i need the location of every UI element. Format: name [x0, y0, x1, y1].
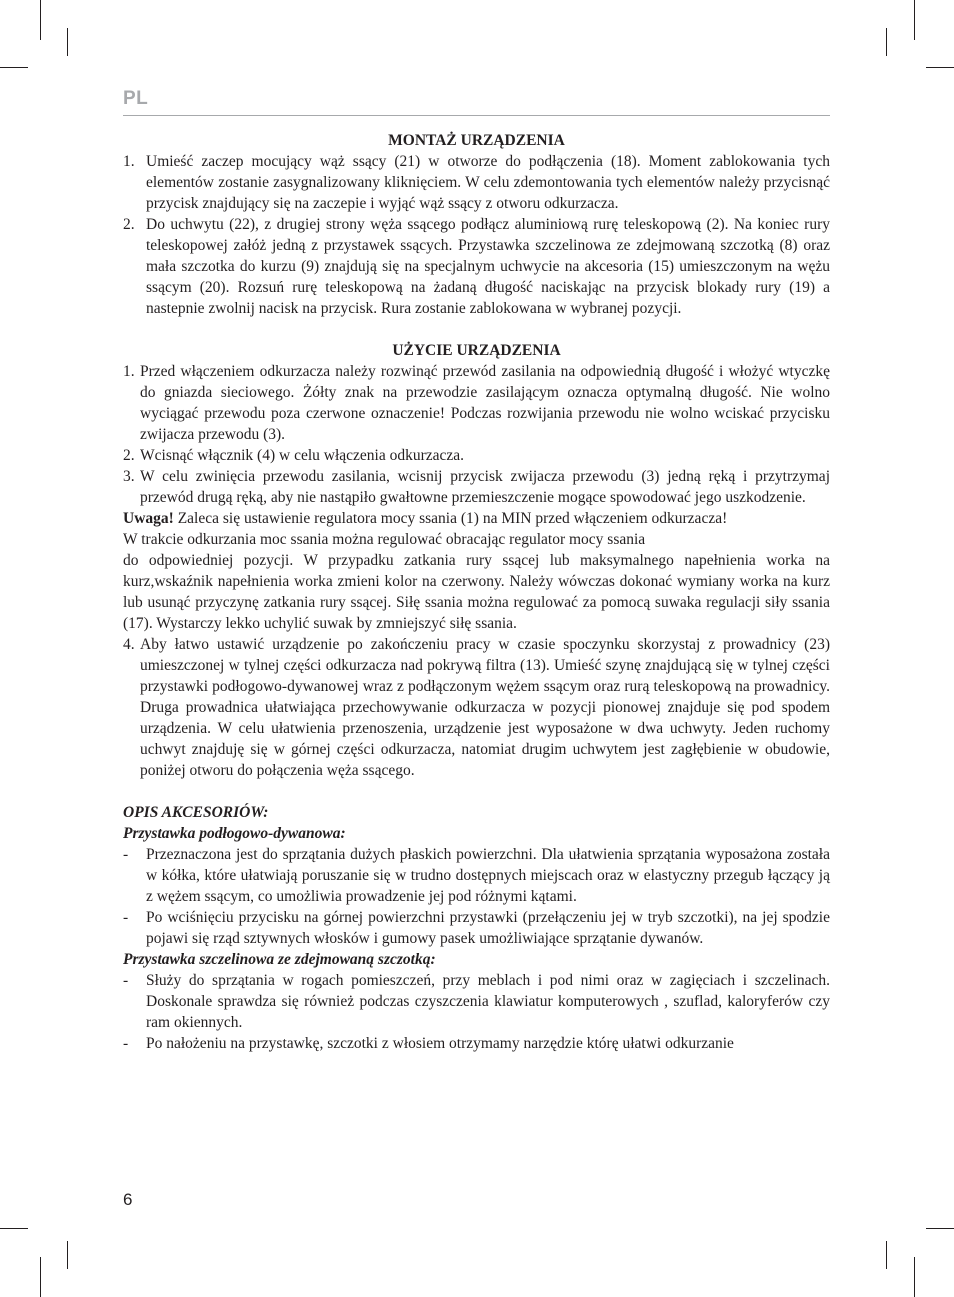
crop-mark [0, 67, 28, 68]
bullet-text: Po wciśnięciu przycisku na górnej powierzchni przystawki (przełączeniu jej w tryb szczotki), na jej spodzie pojawi się rząd sztywnych włosków i gumowy pasek umożliwiające sprzątanie dywanów. [146, 909, 830, 947]
crop-mark [40, 0, 41, 40]
bullet-dash: - [123, 909, 129, 926]
list-number: 2. [123, 216, 135, 233]
header-rule [123, 115, 830, 116]
crop-mark [0, 1228, 28, 1229]
warning-text: Zaleca się ustawienie regulatora mocy ssania (1) na MIN przed włączeniem odkurzacza! [173, 510, 728, 527]
page-number: 6 [123, 1190, 133, 1209]
list-item [123, 151, 830, 214]
list-item [123, 214, 830, 319]
list-item [123, 634, 830, 781]
bullet-item [123, 907, 830, 949]
bullet-text: Przeznaczona jest do sprzątania dużych płaskich powierzchni. Dla ułatwienia sprzątania wyposażona została w kółka, które ułatwiają poruszanie się w trudno dostępnych miejscach oraz w elastyczny przegub łączący ją z wężem ssącym, co umożliwia prowadzenie jej pod różnymi kątami. [146, 846, 830, 905]
crop-mark [67, 1241, 68, 1269]
bullet-text: Po nałożeniu na przystawkę, szczotki z włosiem otrzymamy narzędzie którę ułatwi odkurzanie [146, 1035, 734, 1052]
bullet-item [123, 970, 830, 1033]
warning-paragraph [123, 508, 830, 529]
warning-line: W trakcie odkurzania moc ssania można regulować obracając regulator mocy ssania [123, 531, 646, 548]
list-text: Umieść zaczep mocujący wąż ssący (21) w otworze do podłączenia (18). Moment zablokowania tych elementów zostanie zasygnalizowany kliknięciem. W celu zdemontowania tych elementów należy przycisnąć przycisk znajdujący się na zaczepie i wyjąć wąż ssący z otworu odkurzacza. [146, 153, 830, 212]
subsection-title-floor: Przystawka podłogowo-dywanowa: [123, 825, 346, 842]
list-item [123, 445, 830, 466]
list-text: Przed włączeniem odkurzacza należy rozwinąć przewód zasilania na odpowiednią długość i włożyć wtyczkę do gniazda sieciowego. Żółty znak na przewodzie zasilającym oznacza optymalną długość. Nie wolno wyciągać przewodu poza czerwone oznaczenie! Podczas rozwijania przewodu nie wolno wciskać przycisku zwijacza przewodu (3). [140, 363, 830, 443]
crop-mark [926, 67, 954, 68]
list-text: W celu zwinięcia przewodu zasilania, wcisnij przycisk zwijacza przewodu (3) jedną ręką i przytrzymaj przewód drugą ręką, aby nie nastąpiło gwałtowne przemieszczenie mogące spowodować jego uszkodzenie. [140, 468, 830, 506]
crop-mark [67, 28, 68, 56]
bullet-dash: - [123, 846, 129, 863]
language-label: PL [123, 88, 149, 109]
section-title-usage: UŻYCIE URZĄDZENIA [392, 342, 561, 359]
warning-label: Uwaga! [123, 510, 174, 527]
list-number: 3. [123, 468, 135, 485]
page-content [123, 130, 830, 1054]
bullet-dash: - [123, 1035, 129, 1052]
warning-body: do odpowiedniej pozycji. W przypadku zatkania rury ssącej lub maksymalnego napełnienia worka na kurz,wskaźnik napełnienia worka zmieni kolor na czerwony. Należy wówczas dokonać wymiany worka na kurz lub usunąć przyczynę zatkania rury ssącej. Siłę ssania można regulować za pomocą suwaka regulacji siły ssania (17). Wystarczy lekko uchylić suwak by zmniejszyć siłę ssania. [123, 552, 830, 632]
crop-mark [886, 1241, 887, 1269]
bullet-dash: - [123, 972, 129, 989]
bullet-text: Służy do sprzątania w rogach pomieszczeń, przy meblach i pod nimi oraz w zagięciach i szczelinach. Doskonale sprawdza się również podczas czyszczenia klawiatur komputerowych , szuflad, kaloryferów czy ram okiennych. [146, 972, 830, 1031]
subsection-title-crevice: Przystawka szczelinowa ze zdejmowaną szczotką: [123, 951, 436, 968]
list-number: 2. [123, 447, 135, 464]
list-text: Wcisnąć włącznik (4) w celu włączenia odkurzacza. [140, 447, 465, 464]
section-title-accessories: OPIS AKCESORIÓW: [123, 804, 269, 821]
list-item [123, 361, 830, 445]
list-item [123, 466, 830, 508]
crop-mark [914, 0, 915, 40]
list-text: Aby łatwo ustawić urządzenie po zakończeniu pracy w czasie spoczynku skorzystaj z prowadnicy (23) umieszczonej w tylnej części odkurzacza nad pokrywą filtra (13). Umieść szynę znajdującą się w tylnej części przystawki podłogowo-dywanowej wraz z podłączonym wężem ssącym oraz rurą teleskopową na prowadnicy. Druga prowadnica ułatwiająca przechowywanie odkurzacza w pozycji pionowej znajduje się pod spodem urządzenia. W celu ułatwienia przenoszenia, urządzenie jest wyposażone w dwa uchwyty. Jeden ruchomy uchwyt znajduję się w górnej części odkurzacza, natomiat drugim uchwytem jest zagłębienie w obudowie, poniżej otworu do połączenia węża ssącego. [140, 636, 830, 779]
list-number: 1. [123, 363, 135, 380]
crop-mark [914, 1257, 915, 1297]
crop-mark [886, 28, 887, 56]
list-text: Do uchwytu (22), z drugiej strony węża ssącego podłącz aluminiową rurę teleskopową (2). Na koniec rury teleskopowej załóż jedną z przystawek ssących. Przystawka szczelinowa ze zdejmowaną szczotką (8) oraz mała szczotka do kurzu (9) znajdują się na specjalnym uchwycie na akcesoria (15) umieszczonym na wężu ssącym (20). Rozsuń rurę teleskopową na żadaną długość naciskając na przycisk blokady rury (19) a nastepnie zwolnij nacisk na przycisk. Rura zostanie zablokowana w wybranej pozycji. [146, 216, 830, 317]
bullet-item [123, 1033, 830, 1054]
section-title-assembly: MONTAŻ URZĄDZENIA [388, 132, 565, 149]
bullet-item [123, 844, 830, 907]
list-number: 4. [123, 636, 135, 653]
crop-mark [926, 1228, 954, 1229]
list-number: 1. [123, 153, 135, 170]
crop-mark [40, 1257, 41, 1297]
